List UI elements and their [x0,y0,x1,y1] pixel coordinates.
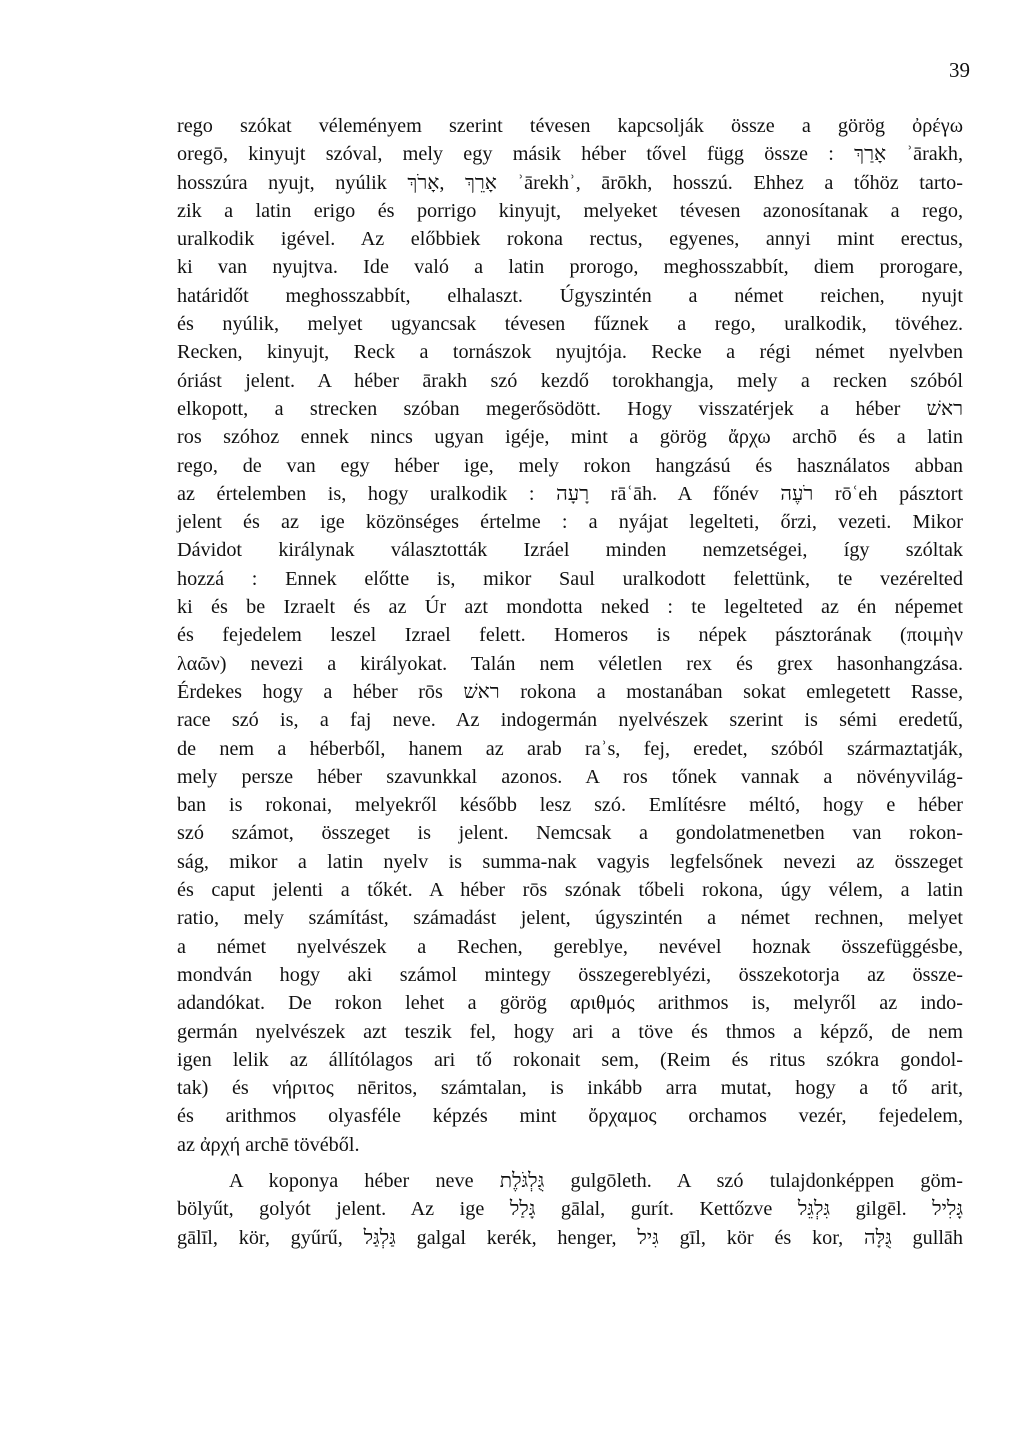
text-line: Érdekes hogy a héber rōs ראשׁ rokona a mostanában sokat emlegetett Rasse, [177,680,963,703]
text-line: óriást jelent. A héber ārakh szó kezdő torokhangja, mely a recken szóból [177,369,963,392]
text-line: race szó is, a faj neve. Az indogermán nyelvészek szerint is sémi eredetű, [177,709,963,732]
text-line: határidőt meghosszabbít, elhalaszt. Úgyszintén a német reichen, nyujt [177,284,963,307]
text-line: mely persze héber szavunkkal azonos. A ros tőnek vannak a növényvilág- [177,765,963,788]
text-line: a német nyelvészek a Rechen, gereblye, nevével hoznak összefüggésbe, [177,935,963,958]
text-line: oregō, kinyujt szóval, mely egy másik héber tővel függ össze : אָרַךְ ʾārakh, [177,143,963,166]
paragraph-gap [177,1159,963,1167]
text-line: λαῶν) nevezi a királyokat. Talán nem véletlen rex és grex hasonhangzása. [177,652,963,675]
text-line: adandókat. De rokon lehet a görög αριθμός arithmos is, melyről az indo- [177,992,963,1015]
text-line: az értelemben is, hogy uralkodik : רָעָה rāʿāh. A főnév רֹעֶה rōʿeh pásztort [177,482,963,505]
text-line: és caput jelenti a tőkét. A héber rōs szónak tőbeli rokona, úgy vélem, a latin [177,879,963,902]
text-line: elkopott, a strecken szóban megerősödött. Hogy visszatérjek a héber ראשׁ [177,397,963,420]
text-line: tak) és νήριτος nēritos, számtalan, is inkább arra mutat, hogy a tő arit, [177,1077,963,1100]
text-line: uralkodik igével. Az előbbiek rokona rectus, egyenes, annyi mint erectus, [177,228,963,251]
text-line: ratio, mely számítást, számadást jelent, úgyszintén a német rechnen, melyet [177,907,963,930]
text-line: az ἀρχή archē tövéből. [177,1133,360,1156]
text-line: rego, de van egy héber ige, mely rokon hangzású és használatos abban [177,454,963,477]
text-line: Recken, kinyujt, Reck a tornászok nyujtója. Recke a régi német nyelvben [177,341,963,364]
paragraph [177,1167,963,1252]
text-line: és nyúlik, melyet ugyancsak tévesen fűznek a rego, uralkodik, tövéhez. [177,313,963,336]
text-line: szó számot, összeget is jelent. Nemcsak a gondolatmenetben van rokon- [177,822,963,845]
text-line: jelent és az ige közönséges értelme : a nyájat legelteti, őrzi, vezeti. Mikor [177,511,963,534]
text-line: Dávidot királynak választották Izráel minden nemzetségei, így szóltak [177,539,963,562]
page-number: 39 [949,58,970,82]
text-line: zik a latin erigo és porrigo kinyujt, melyeket tévesen azonosítanak a rego, [177,199,963,222]
text-line: ban is rokonai, melyekről később lesz szó. Említésre méltó, hogy e héber [177,794,963,817]
text-line: de nem a héberből, hanem az arab raʾs, fej, eredet, szóból származtatják, [177,737,963,760]
text-body [177,112,963,1252]
text-line: és fejedelem leszel Izrael felett. Homeros is népek pásztorának (ποιμὴν [177,624,963,647]
text-line: germán nyelvészek azt teszik fel, hogy ari a töve és thmos a képző, de nem [177,1020,963,1043]
text-line: ki és be Izraelt és az Úr azt mondotta neked : te legelteted az én népemet [177,596,963,619]
text-line: bölyűt, golyót jelent. Az ige גָּלַל gālal, gurít. Kettőzve גִּלְגֵּל gilgēl. גָּלִיל [177,1198,963,1221]
paragraph [177,112,963,1159]
text-line: ki van nyujtva. Ide való a latin prorogo, meghosszabbít, diem prorogare, [177,256,963,279]
text-line: hosszúra nyujt, nyúlik אָרֵךְ ,אָרֹךְ ʾārekhʾ, ārōkh, hosszú. Ehhez a tőhöz tarto- [177,171,963,194]
text-line: és arithmos olyasféle képzés mint ὄρχαμος orchamos vezér, fejedelem, [177,1105,963,1128]
text-line: ros szóhoz ennek nincs ugyan igéje, mint a görög ἄρχω archō és a latin [177,426,963,449]
text-line: hozzá : Ennek előtte is, mikor Saul uralkodott felettünk, te vezérelted [177,567,963,590]
text-line: igen lelik az állítólagos ari tő rokonait sem, (Reim és ritus szókra gondol- [177,1048,963,1071]
text-line: ság, mikor a latin nyelv is summa-nak vagyis legfelsőnek nevezi az összeget [177,850,963,873]
text-line: mondván hogy aki számol mintegy összegereblyézi, összekotorja az össze- [177,963,963,986]
text-line: A koponya héber neve גֻּלְגֹּלֶת gulgōleth. A szó tulajdonképpen göm- [229,1169,963,1192]
text-line: gālīl, kör, gyűrű, גַּלְגַּל galgal kerék, henger, גִּיל gīl, kör és kor, גֻּלָּה gullāh [177,1226,963,1249]
text-line: rego szókat véleményem szerint tévesen kapcsolják össze a görög ὀρέγω [177,115,963,137]
